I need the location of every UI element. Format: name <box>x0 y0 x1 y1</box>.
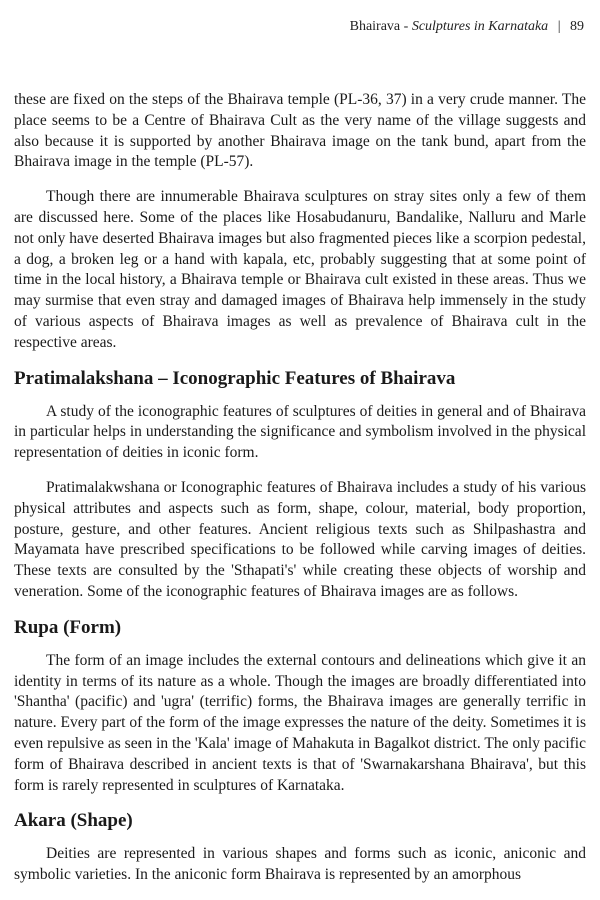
header-subtitle: Sculptures in Karnataka <box>411 19 549 34</box>
page-body <box>14 90 586 900</box>
paragraph-iconographic-features: Pratimalakwshana or Iconographic features of Bhairava includes a study of his various physical attributes and aspects such as form, shape, colour, material, body proportion, posture, gesture, and other features. Ancient religious texts such as Shilpashastra and Mayamata have prescribed specifications to be followed while carving images of deities. These texts are consulted by the 'Sthapati's' while creating these objects of worship and veneration. Some of the iconographic features of Bhairava images are as follows. <box>14 478 586 600</box>
paragraph-shape: Deities are represented in various shapes and forms such as iconic, aniconic and symbolic varieties. In the aniconic form Bhairava is represented by an amorphous <box>14 845 586 884</box>
header-separator: | <box>557 19 561 34</box>
paragraph-continued: these are fixed on the steps of the Bhairava temple (PL-36, 37) in a very crude manner. The place seems to be a Centre of Bhairava Cult as the very name of the village suggests and also because it is supported by another Bhairava image on the tank bund, apart from the Bhairava image in the temple (PL-57). <box>14 91 586 171</box>
heading-pratimalakshana: Pratimalakshana – Iconographic Features of Bhairava <box>14 367 456 389</box>
paragraph-stray-sites: Though there are innumerable Bhairava sculptures on stray sites only a few of them are discussed here. Some of the places like Hosabudanuru, Bandalike, Nalluru and Marle not only have deserted Bhairava images but also fragmented pieces like a scorpion pedestal, a dog, a broken leg or a hand with kapala, etc, probably suggesting that at some point of time in the local history, a Bhairava temple or Bhairava cult existed in these areas. Thus we may surmise that even stray and damaged images of Bhairava help immensely in the study of various aspects of Bhairava images as well as prevalence of Bhairava cult in the respective areas. <box>14 188 586 351</box>
page-number: 89 <box>570 19 584 34</box>
running-header <box>350 18 584 36</box>
heading-rupa-form: Rupa (Form) <box>14 616 122 638</box>
header-section: Bhairava <box>349 19 401 34</box>
paragraph-form: The form of an image includes the external contours and delineations which give it an identity in terms of its nature as a whole. Though the images are broadly differentiated into 'Shantha' (pacific) and 'ugra' (terrific) forms, the Bhairava images are generally terrific in nature. Every part of the form of the image expresses the nature of the deity. Sometimes it is even repulsive as seen in the 'Kala' image of Mahakuta in Bagalkot district. The only pacific form of Bhairava described in ancient texts is that of 'Swarnakarshana Bhairava', but this form is rarely represented in sculptures of Karnataka. <box>14 651 586 794</box>
header-dash: - <box>403 19 409 34</box>
paragraph-iconographic-study: A study of the iconographic features of sculptures of deities in general and of Bhairava in particular helps in understanding the significance and symbolism involved in the physical representation of deities in iconic form. <box>14 402 586 462</box>
heading-akara-shape: Akara (Shape) <box>14 810 133 832</box>
